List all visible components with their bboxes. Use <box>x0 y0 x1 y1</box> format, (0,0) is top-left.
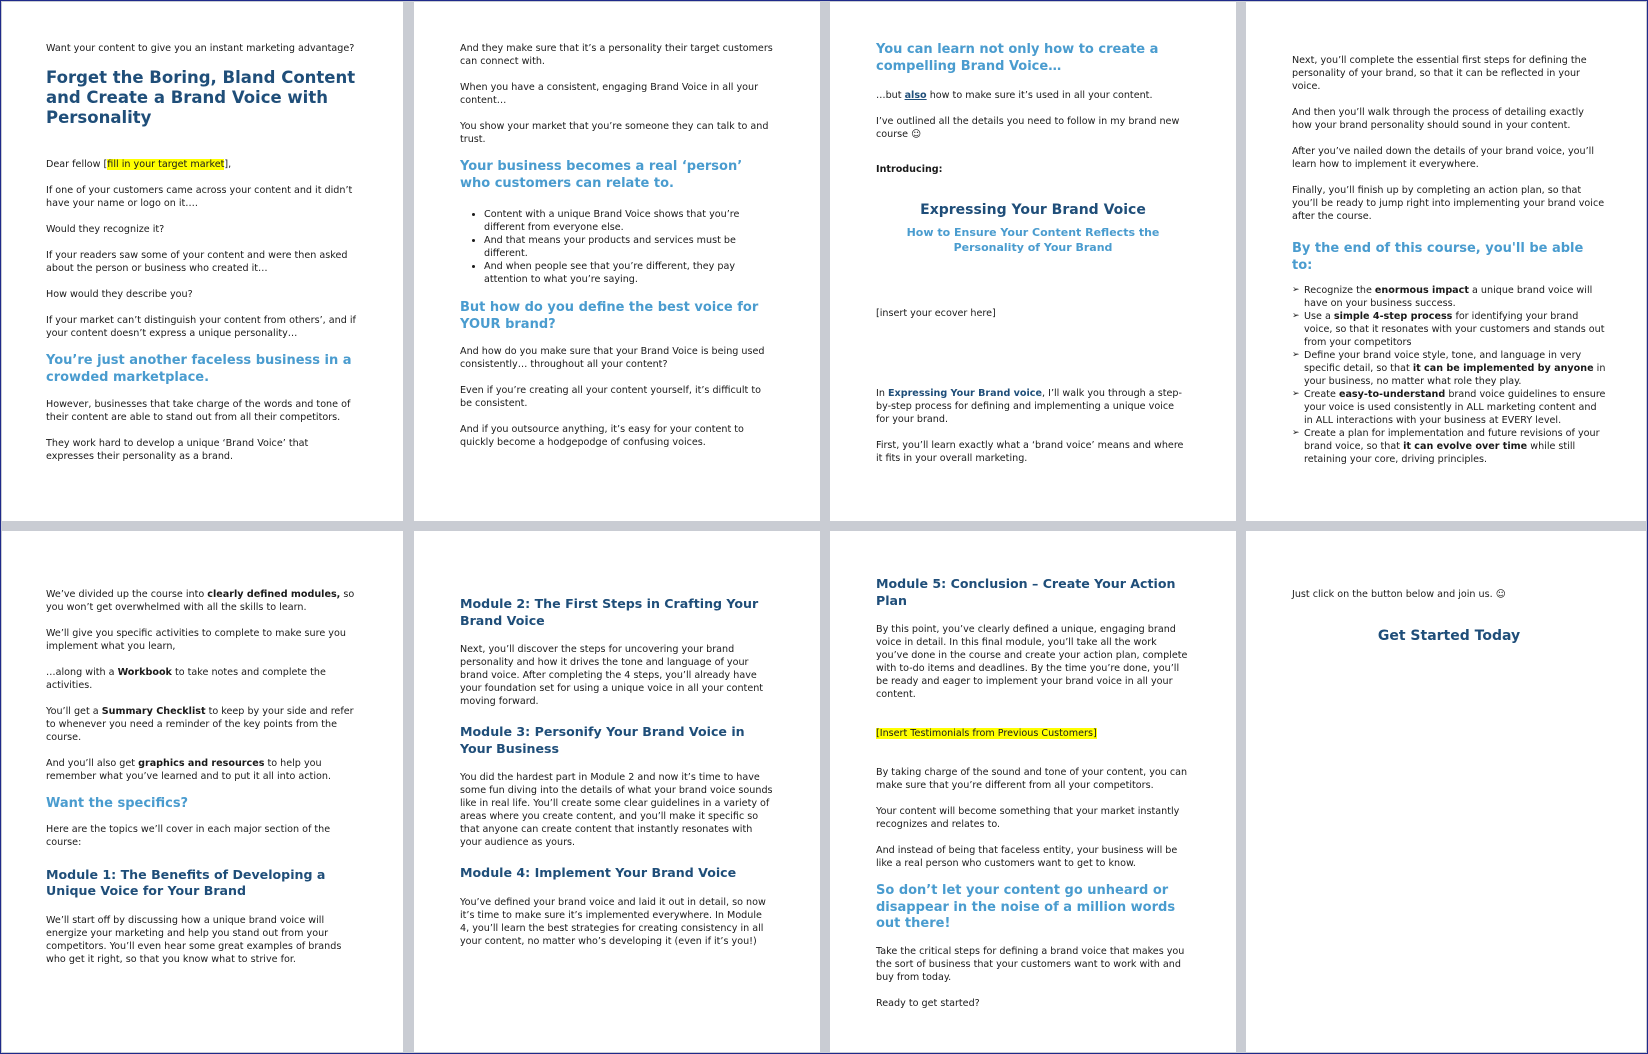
section-heading: Want the specifics? <box>46 796 189 811</box>
paragraph: And instead of being that faceless entity, your business will be like a real person who customers want to get to know. <box>876 845 1178 869</box>
paragraph: However, businesses that take charge of the words and tone of their content are able to stand out from all their competitors. <box>46 399 351 423</box>
paragraph: We’ll start off by discussing how a unique brand voice will energize your marketing and help you stand out from your competitors. You’ll even hear some great examples of brands who get it right, so that you know what to strive for. <box>46 914 342 965</box>
paragraph: Next, you’ll complete the essential first steps for defining the personality of your brand, so that it can be reflected in your voice. <box>1292 55 1587 92</box>
section-heading: Your business becomes a real ‘person’ who customers can relate to. <box>460 159 743 191</box>
section-heading: So don’t let your content go unheard or disappear in the noise of a million words out there! <box>876 883 1176 931</box>
paragraph: They work hard to develop a unique ‘Brand Voice’ that expresses their personality as a brand. <box>46 438 309 462</box>
product-subtitle: How to Ensure Your Content Reflects the Personality of Your Brand <box>906 226 1160 254</box>
list-item: ➢ Create easy-to-understand brand voice guidelines to ensure your voice is used consistently in ALL marketing content and in ALL interactions with your business at EVERY level. <box>1292 388 1606 427</box>
list-item: • Content with a unique Brand Voice shows that you’re different from everyone else. <box>484 208 774 234</box>
paragraph: Next, you’ll discover the steps for uncovering your brand personality and how it drives the tone and language of your brand voice. After completing the 4 steps, you’ll already have your foundation set for using a unique voice in all your content moving forward. <box>460 644 764 707</box>
paragraph: Would they recognize it? <box>46 224 165 235</box>
paragraph: …along with a Workbook to take notes and complete the activities. <box>46 667 326 691</box>
paragraph: You show your market that you’re someone they can talk to and trust. <box>460 121 769 145</box>
section-heading: You can learn not only how to create a compelling Brand Voice… <box>876 42 1159 74</box>
paragraph: And then you’ll walk through the process of detailing exactly how your brand personality should sound in your content. <box>1292 107 1584 131</box>
list-item: ➢ Define your brand voice style, tone, and language in very specific detail, so that it can be implemented by anyone in your business, no matter what role they play. <box>1292 349 1606 388</box>
page-4 <box>1246 2 1646 521</box>
target-market-placeholder: fill in your target market <box>107 159 225 170</box>
page-2 <box>414 2 820 521</box>
list-item: ➢ Recognize the enormous impact a unique brand voice will have on your business success. <box>1292 284 1606 310</box>
section-heading: But how do you define the best voice for YOUR brand? <box>460 300 759 332</box>
paragraph: I’ve outlined all the details you need to follow in my brand new course ☺ <box>876 116 1180 140</box>
page-3 <box>830 2 1236 521</box>
paragraph: We’ll give you specific activities to complete to make sure you implement what you learn, <box>46 628 346 652</box>
paragraph: When you have a consistent, engaging Brand Voice in all your content… <box>460 82 759 106</box>
page-1 <box>2 2 403 521</box>
section-heading: You’re just another faceless business in a crowded marketplace. <box>46 353 352 385</box>
list-item: ➢ Create a plan for implementation and future revisions of your brand voice, so that it can evolve over time while still retaining your core, driving principles. <box>1292 427 1606 466</box>
page-8 <box>1246 531 1646 1052</box>
paragraph: How would they describe you? <box>46 289 193 300</box>
paragraph: Finally, you’ll finish up by completing an action plan, so that you’ll be ready to jump right into implementing your brand voice after the course. <box>1292 185 1605 222</box>
introducing-label: Introducing: <box>876 164 943 175</box>
paragraph: Your content will become something that your market instantly recognizes and relates to. <box>876 806 1180 830</box>
module-heading: Module 2: The First Steps in Crafting Your Brand Voice <box>460 596 759 628</box>
list-item: • And when people see that you’re different, they pay attention to what you’re saying. <box>484 260 774 286</box>
bullet-list <box>460 208 774 286</box>
paragraph: Just click on the button below and join us. ☺ <box>1292 589 1506 600</box>
list-item: • And that means your products and services must be different. <box>484 234 774 260</box>
product-title: Expressing Your Brand Voice <box>920 202 1146 218</box>
section-heading: By the end of this course, you'll be able to: <box>1292 241 1584 273</box>
salutation: Dear fellow [fill in your target market], <box>46 159 232 170</box>
paragraph: We’ve divided up the course into clearly defined modules, so you won’t get overwhelmed with all the skills to learn. <box>46 589 355 613</box>
module-heading: Module 5: Conclusion – Create Your Action Plan <box>876 576 1176 608</box>
page-7 <box>830 531 1236 1052</box>
paragraph: By taking charge of the sound and tone of your content, you can make sure that you’re different from all your competitors. <box>876 767 1188 791</box>
module-heading: Module 1: The Benefits of Developing a Unique Voice for Your Brand <box>46 866 326 898</box>
get-started-button[interactable]: Get Started Today <box>1377 628 1521 644</box>
paragraph: You’ll get a Summary Checklist to keep by your side and refer to whenever you need a reminder of the key points from the course. <box>46 706 354 743</box>
page-5 <box>2 531 403 1052</box>
paragraph: You did the hardest part in Module 2 and now it’s time to have some fun diving into the details of what your brand voice sounds like in real life. You’ll create some clear guidelines in a variety of areas where you create content, and you’ll make it specific so that anyone can create content that instantly resonates with your audience as yours. <box>460 772 773 848</box>
paragraph: If your readers saw some of your content and were then asked about the person or business who created it… <box>46 250 348 274</box>
page-6 <box>414 531 820 1052</box>
paragraph: First, you’ll learn exactly what a ‘brand voice’ means and where it fits in your overall marketing. <box>876 440 1184 464</box>
benefit-list <box>1292 284 1606 466</box>
paragraph: And you’ll also get graphics and resources to help you remember what you’ve learned and to put it all into action. <box>46 758 331 782</box>
paragraph: If your market can’t distinguish your content from others’, and if your content doesn’t express a unique personality… <box>46 315 356 339</box>
paragraph: And they make sure that it’s a personality their target customers can connect with. <box>460 43 773 67</box>
paragraph: And how do you make sure that your Brand Voice is being used consistently… throughout all your content? <box>460 346 765 370</box>
intro-question: Want your content to give you an instant marketing advantage? <box>46 43 355 54</box>
paragraph: In Expressing Your Brand voice, I’ll walk you through a step-by-step process for defining and implementing a unique voice for your brand. <box>876 388 1182 425</box>
paragraph: And if you outsource anything, it’s easy for your content to quickly become a hodgepodge of confusing voices. <box>460 424 744 448</box>
paragraph: Even if you’re creating all your content yourself, it’s difficult to be consistent. <box>460 385 761 409</box>
paragraph: Ready to get started? <box>876 997 980 1009</box>
page-title: Forget the Boring, Bland Content and Create a Brand Voice with Personality <box>46 68 356 127</box>
paragraph: …but also how to make sure it’s used in all your content. <box>876 90 1153 101</box>
paragraph: By this point, you’ve clearly defined a unique, engaging brand voice in detail. In this final module, you’ll take all the work you’ve done in the course and create your action plan, complete with to-do items and deadlines. By the time you’re done, you’ll be ready and eager to implement your brand voice in all your content. <box>876 624 1188 700</box>
paragraph: You’ve defined your brand voice and laid it out in detail, so now it’s time to make sure it’s implemented everywhere. In Module 4, you’ll learn the best strategies for creating consistency in all your content, no matter who’s developing it (even if it’s you!) <box>460 896 766 947</box>
ecover-placeholder: [insert your ecover here] <box>876 308 996 319</box>
paragraph: After you’ve nailed down the details of your brand voice, you’ll learn how to implement it everywhere. <box>1292 146 1595 170</box>
paragraph: Take the critical steps for defining a brand voice that makes you the sort of business that your customers want to work with and buy from today. <box>876 945 1185 983</box>
module-heading: Module 4: Implement Your Brand Voice <box>460 865 737 880</box>
paragraph: Here are the topics we’ll cover in each major section of the course: <box>46 823 331 848</box>
paragraph: If one of your customers came across your content and it didn’t have your name or logo on it…. <box>46 185 353 209</box>
testimonials-placeholder: [Insert Testimonials from Previous Customers] <box>876 728 1097 739</box>
module-heading: Module 3: Personify Your Brand Voice in Your Business <box>460 724 745 756</box>
list-item: ➢ Use a simple 4-step process for identifying your brand voice, so that it resonates with your customers and stands out from your competitors <box>1292 310 1606 349</box>
